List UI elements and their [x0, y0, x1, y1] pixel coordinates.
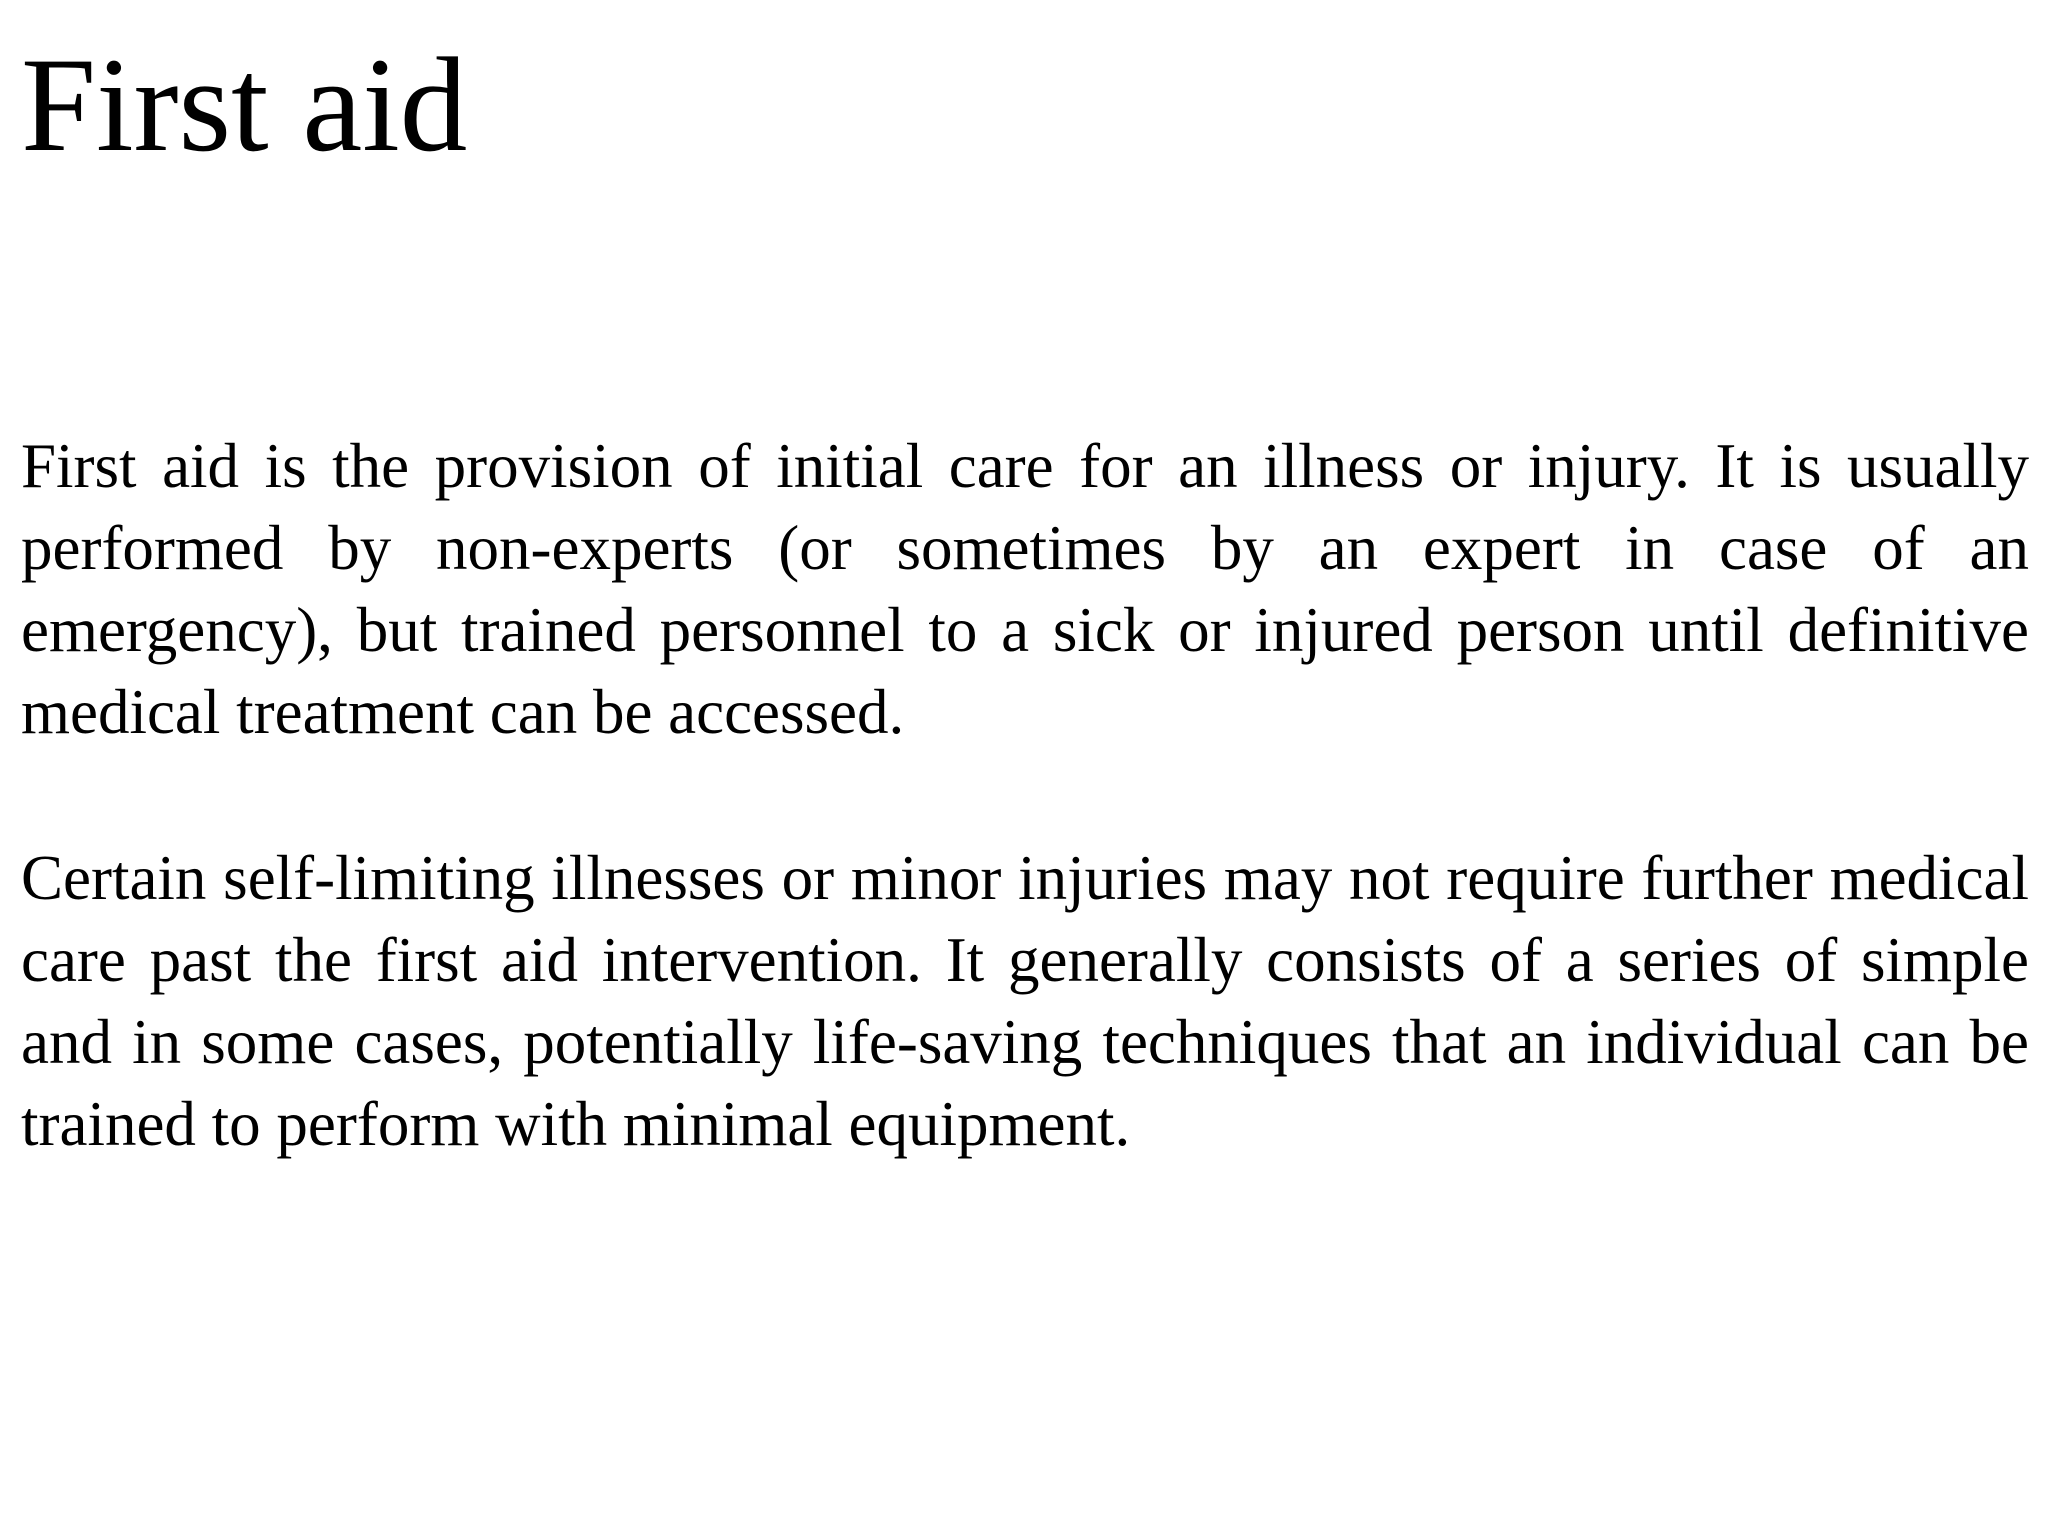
paragraph-definition: First aid is the provision of initial care for an illness or injury. It is usually performed by non-experts (or sometimes by an expert in case of an emergency), but trained personnel to a sick or injured person until definitive medical treatment can be accessed. [21, 431, 2029, 747]
page-title: First aid [21, 31, 468, 180]
paragraph-scope: Certain self-limiting illnesses or minor injuries may not require further medical care past the first aid intervention. It generally consists of a series of simple and in some cases, potentially life-saving techniques that an individual can be trained to perform with minimal equipment. [21, 843, 2029, 1159]
